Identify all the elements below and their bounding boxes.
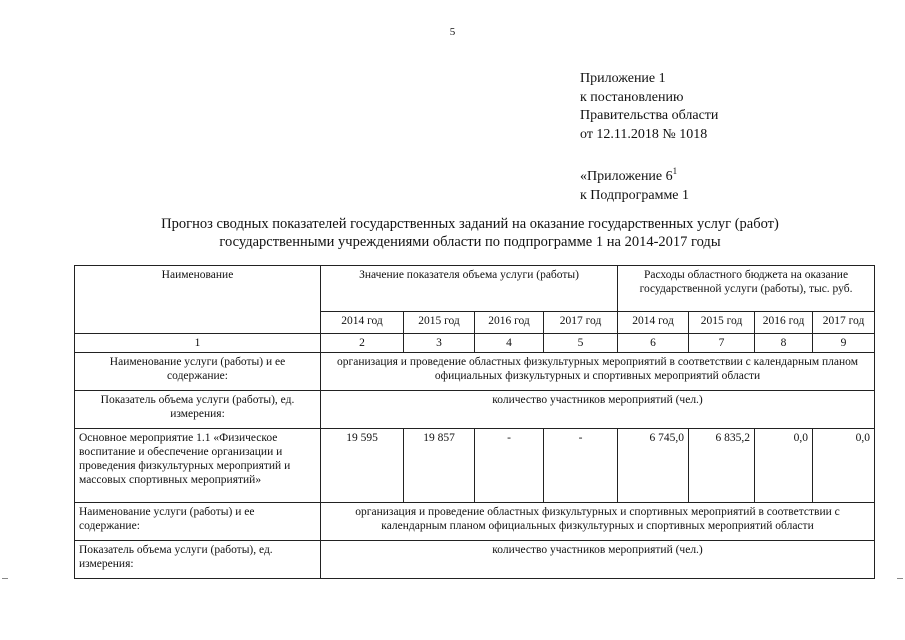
appendix-6-block — [580, 162, 689, 205]
year-cell: 2017 год — [544, 312, 618, 334]
column-number: 9 — [813, 334, 875, 353]
year-cell: 2014 год — [321, 312, 404, 334]
column-number: 8 — [755, 334, 813, 353]
table-row — [75, 541, 875, 579]
appendix-6-superscript: 1 — [672, 166, 678, 176]
row-text: количество участников мероприятий (чел.) — [321, 391, 875, 429]
document-title-line-2: государственными учреждениями области по подпрограмме 1 на 2014-2017 годы — [219, 234, 721, 250]
year-cell: 2014 год — [618, 312, 689, 334]
row-label: Наименование услуги (работы) и ее содержание: — [75, 353, 321, 391]
value-cell: 0,0 — [755, 429, 813, 503]
appendix-line-1: Приложение 1 — [580, 71, 666, 86]
column-number: 5 — [544, 334, 618, 353]
row-text: количество участников мероприятий (чел.) — [321, 541, 875, 579]
value-cell: - — [475, 429, 544, 503]
year-cell: 2015 год — [689, 312, 755, 334]
appendix-6-title: «Приложение 6 — [580, 169, 673, 184]
table-row — [75, 429, 875, 503]
year-cell: 2016 год — [755, 312, 813, 334]
column-number: 4 — [475, 334, 544, 353]
value-cell: 6 835,2 — [689, 429, 755, 503]
document-title — [60, 215, 880, 251]
appendix-block — [580, 70, 718, 144]
table-row — [75, 391, 875, 429]
row-label: Показатель объема услуги (работы), ед. измерения: — [75, 391, 321, 429]
year-cell: 2016 год — [475, 312, 544, 334]
appendix-6-line-1 — [580, 162, 689, 187]
value-cell: 0,0 — [813, 429, 875, 503]
table-column-numbers-row — [75, 334, 875, 353]
column-number: 3 — [404, 334, 475, 353]
row-label: Основное мероприятие 1.1 «Физическое воспитание и обеспечение организации и проведения физкультурных мероприятий и массовых спортивных мероприятий» — [75, 429, 321, 503]
header-expenses: Расходы областного бюджета на оказание государственной услуги (работы), тыс. руб. — [618, 266, 875, 312]
appendix-line-3: Правительства области — [580, 108, 719, 123]
table-header-row — [75, 266, 875, 312]
header-volume: Значение показателя объема услуги (работы) — [321, 266, 618, 312]
scan-edge-mark-right — [897, 578, 903, 579]
value-cell: 6 745,0 — [618, 429, 689, 503]
row-label: Показатель объема услуги (работы), ед. измерения: — [75, 541, 321, 579]
table-row — [75, 503, 875, 541]
value-cell: 19 857 — [404, 429, 475, 503]
appendix-line-2: к постановлению — [580, 89, 684, 105]
scan-edge-mark-left — [2, 578, 8, 579]
appendix-line-4: от 12.11.2018 № 1018 — [580, 126, 708, 142]
appendix-6-line-2: к Подпрограмме 1 — [580, 187, 690, 203]
header-name: Наименование — [75, 266, 321, 334]
year-cell: 2017 год — [813, 312, 875, 334]
row-text: организация и проведение областных физкультурных мероприятий в соответствии с календарным планом официальных физкультурных и спортивных мероприятий области — [321, 353, 875, 391]
table-row — [75, 353, 875, 391]
column-number: 7 — [689, 334, 755, 353]
column-number: 1 — [75, 334, 321, 353]
value-cell: 19 595 — [321, 429, 404, 503]
year-cell: 2015 год — [404, 312, 475, 334]
page-number: 5 — [449, 26, 456, 38]
column-number: 2 — [321, 334, 404, 353]
column-number: 6 — [618, 334, 689, 353]
row-label: Наименование услуги (работы) и ее содержание: — [75, 503, 321, 541]
document-title-line-1: Прогноз сводных показателей государственных заданий на оказание государственных услуг (работ) — [161, 216, 779, 232]
row-text: организация и проведение областных физкультурных и спортивных мероприятий в соответствии с календарным планом официальных физкультурных и спортивных мероприятий области — [321, 503, 875, 541]
forecast-table — [74, 265, 875, 579]
value-cell: - — [544, 429, 618, 503]
